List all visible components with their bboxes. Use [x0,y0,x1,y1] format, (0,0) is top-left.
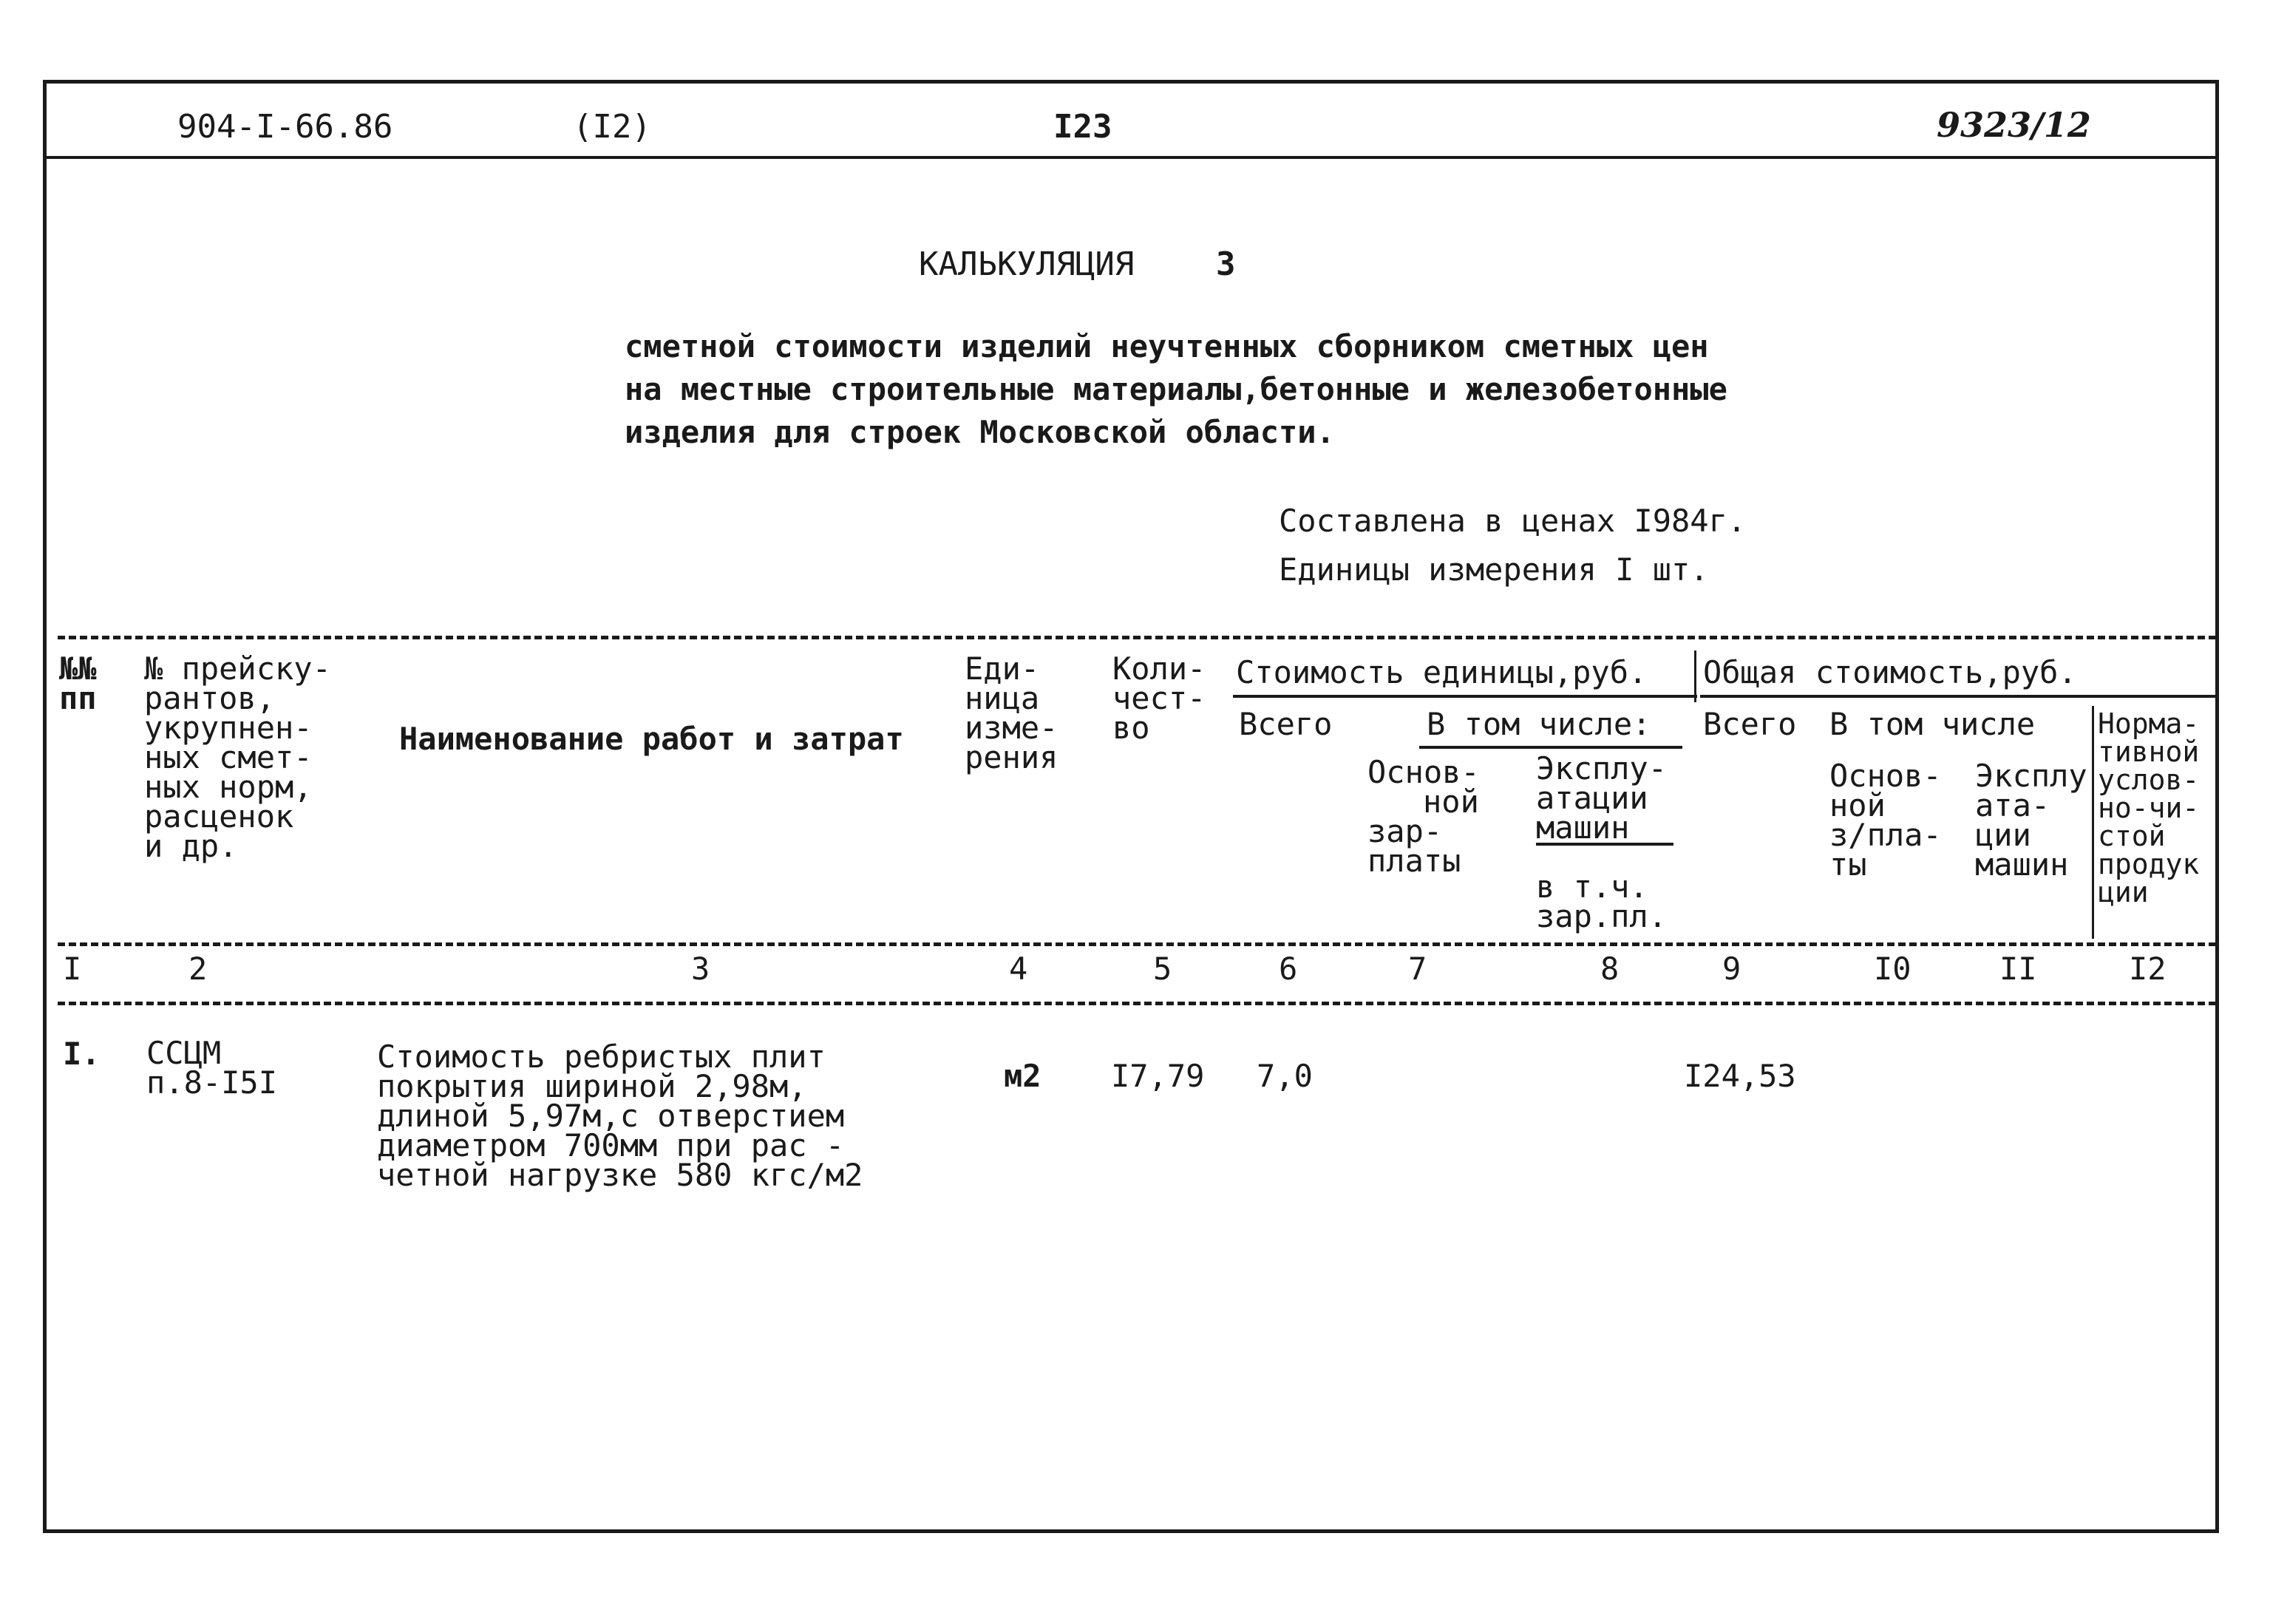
row-unit: м2 [1004,1058,1041,1094]
colnum-11: II [1999,951,2037,987]
doc-code: 904-I-66.86 [177,108,393,146]
colnum-8: 8 [1600,951,1620,987]
table-top-rule [58,636,2216,639]
calc-desc-line-2: на местные строительные материалы,бетонные и железобетонные [625,371,1727,407]
row-name: Стоимость ребристых плит покрытия шириной 2,98м, длиной 5,97м,с отверстием диаметром 700мм при рас - четной нагрузке 580 кгс/м2 [377,1039,863,1193]
split-col12 [2092,706,2094,939]
calc-number: 3 [1216,245,1236,283]
col9-header: Всего [1703,706,1797,742]
colnum-10: I0 [1874,951,1912,987]
prices-year: Составлена в ценах I984г. [1279,503,1747,539]
row-quantity: I7,79 [1111,1058,1205,1094]
colnum-9: 9 [1722,951,1741,987]
colnum-3: 3 [691,951,710,987]
col10-header: Основ- ной з/пла- ты [1829,758,1942,883]
col7-header: Основ- ной зар- платы [1367,754,1480,879]
calc-desc-line-3: изделия для строек Московской области. [625,414,1335,450]
col8-header-top: Эксплу- атации машин [1536,754,1673,846]
colnum-6: 6 [1279,951,1298,987]
page-number: I23 [1053,108,1112,146]
col4-header: Еди- ница изме- рения [965,650,1058,775]
sheet-code: (I2) [573,108,651,146]
colnum-4: 4 [1009,951,1028,987]
row-unit-total: 7,0 [1257,1058,1313,1094]
colnum-7: 7 [1408,951,1427,987]
units-of-measure: Единицы измерения I шт. [1279,551,1709,588]
numbers-bottom-rule [58,1002,2216,1005]
header-bottom-rule [58,942,2216,946]
colnum-5: 5 [1153,951,1172,987]
row-number: I. [63,1036,101,1072]
incl1-header: В том числе: [1427,706,1651,742]
archive-stamp: 9323/12 [1937,105,2091,145]
col12-header: Норма- тивной услов- но-чи- стой продук ции [2098,707,2200,908]
incl1-underline [1419,746,1682,749]
col6-header: Всего [1239,706,1333,742]
col5-header: Коли- чест- во [1112,650,1206,746]
row-total: I24,53 [1684,1058,1796,1094]
header-rule [44,156,2218,159]
col8-header-bottom: в т.ч. зар.пл. [1536,869,1668,934]
unit-cost-header: Стоимость единицы,руб. [1236,654,1648,690]
col1-header: №№ пп [59,650,97,716]
row-code: ССЦМ п.8-I5I [146,1035,278,1101]
total-cost-rule [1700,695,2216,698]
total-cost-header: Общая стоимость,руб. [1703,654,2077,690]
unit-cost-rule [1233,695,1697,698]
col2-header: № прейску- рантов, укрупнен- ных смет- ных норм, расценок и др. [144,650,331,864]
col3-header: Наименование работ и затрат [399,721,904,757]
col11-header: Эксплу ата- ции машин [1975,758,2087,883]
colnum-2: 2 [188,951,208,987]
colnum-12: I2 [2129,951,2167,987]
colnum-1: I [63,951,82,987]
calc-desc-line-1: сметной стоимости изделий неучтенных сборником сметных цен [625,328,1709,364]
incl2-header: В том числе [1829,706,2036,742]
calc-heading: КАЛЬКУЛЯЦИЯ [919,245,1135,283]
split-unit-total [1694,650,1696,702]
